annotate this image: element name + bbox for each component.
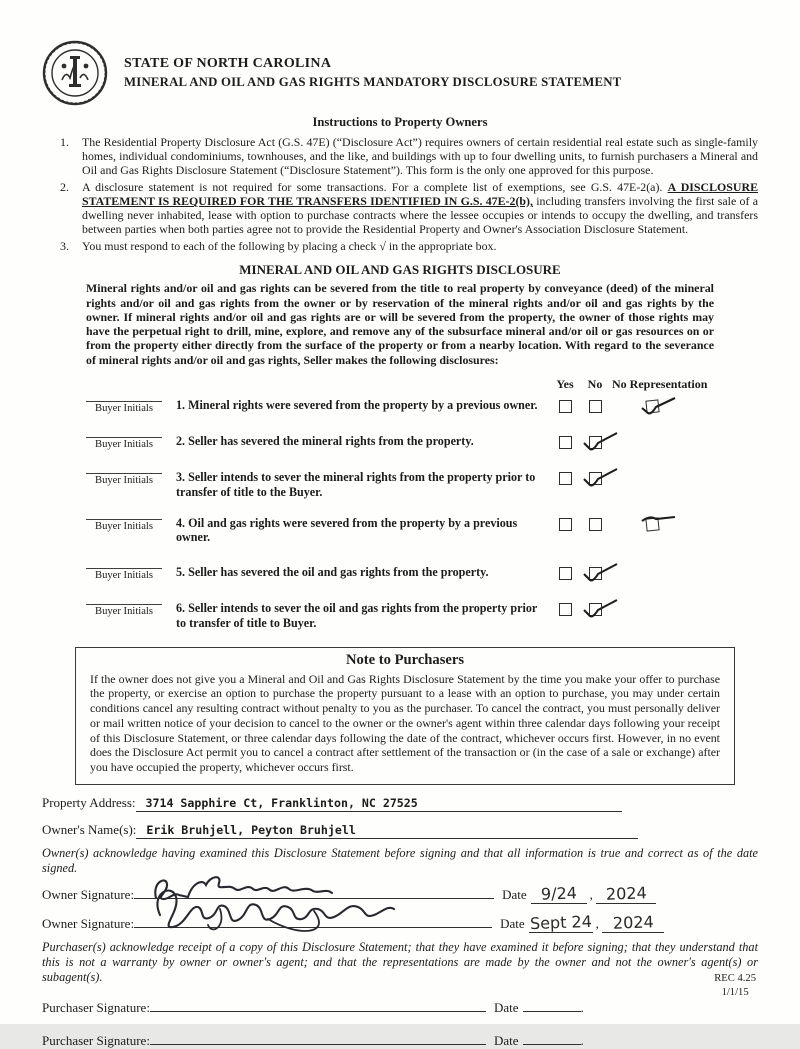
item-number: 1. <box>60 135 69 149</box>
note-to-purchasers-box <box>75 647 735 785</box>
handwritten-year: 2024 <box>612 912 654 933</box>
item-number: 5. <box>176 565 186 580</box>
no-representation-column-header: No Representation <box>612 377 708 392</box>
owner-date-1-monthday[interactable] <box>531 883 587 904</box>
note-body: If the owner does not give you a Mineral and Oil and Gas Rights Disclosure Statement by the time you make your offer to purchase the property, or exercise an option to purchase the property pursuant to a lease with an option to purchase, you may under certain conditions cancel any resulting contract without penalty to you as the purchaser. To cancel the contract, you must personally deliver or mail written notice of your decision to cancel to the owner or the owner's agent within three calendar days following your receipt of this Disclosure Statement, or three calendar days following the date of the contract, whichever occurs first. However, in no event does the Disclosure Act permit you to cancel a contract after settlement of the transaction or (in the case of a sale or exchange) after you have occupied the property, whichever occurs first. <box>90 671 720 775</box>
instruction-item-1 <box>60 135 758 177</box>
buyer-initials-field[interactable]: Buyer Initials <box>86 604 162 617</box>
item-number: 3. <box>176 470 186 485</box>
item-text: Seller intends to sever the oil and gas rights from the property prior to transfer of title to Buyer. <box>176 601 538 630</box>
checkbox-no[interactable] <box>580 518 610 536</box>
form-code: REC 4.25 <box>714 973 756 984</box>
form-footer <box>714 972 756 1001</box>
date-label: Date <box>493 999 519 1015</box>
checkbox[interactable] <box>589 518 602 531</box>
form-title: MINERAL AND OIL AND GAS RIGHTS MANDATORY DISCLOSURE STATEMENT <box>124 75 622 89</box>
owners-name-label: Owner's Name(s): <box>42 821 137 837</box>
instruction-text: You must respond to each of the following by placing a check √ in the appropriate box. <box>82 239 497 254</box>
checkbox-yes[interactable] <box>550 567 580 585</box>
disclosure-row-1 <box>86 398 758 418</box>
buyer-initials-field[interactable]: Buyer Initials <box>86 473 162 486</box>
checkbox-no[interactable] <box>580 472 610 490</box>
no-column-header: No <box>587 377 603 392</box>
disclosure-item-text <box>176 601 544 631</box>
date-label: Date <box>493 1032 519 1048</box>
item-number: 1. <box>176 398 186 413</box>
purchaser-signature-label: Purchaser Signature: <box>42 999 150 1015</box>
property-address-label: Property Address: <box>42 794 136 810</box>
item-text: Seller has severed the oil and gas rights from the property. <box>188 565 489 580</box>
owner-signature-label: Owner Signature: <box>42 887 135 903</box>
item-number: 4. <box>176 515 186 530</box>
instruction-item-2 <box>60 180 758 236</box>
checkbox-no-representation[interactable] <box>610 472 752 490</box>
checkbox-no[interactable] <box>580 436 610 454</box>
purchaser-date-field-1[interactable] <box>523 999 581 1012</box>
owners-name-field[interactable]: Erik Bruhjell, Peyton Bruhjell <box>136 823 638 839</box>
disclosure-item-text <box>176 470 544 500</box>
purchaser-signature-field-1[interactable] <box>150 997 486 1012</box>
checkbox[interactable] <box>559 567 572 580</box>
checkbox[interactable] <box>589 400 602 413</box>
checkbox[interactable] <box>559 436 572 449</box>
disclosure-row-5 <box>86 565 758 585</box>
owner-date-1-year[interactable] <box>596 883 656 904</box>
checkbox[interactable] <box>559 400 572 413</box>
owner-acknowledgment-text: Owner(s) acknowledge having examined this Disclosure Statement before signing and that all information is true and correct as of the date signed. <box>42 845 758 875</box>
checkbox[interactable] <box>559 603 572 616</box>
item-number: 2. <box>60 180 69 195</box>
handwritten-date: 9/24 <box>540 883 577 904</box>
checkbox[interactable] <box>559 472 572 485</box>
disclosure-item-text <box>176 398 544 413</box>
owner-date-2-monthday[interactable] <box>529 912 593 934</box>
instruction-text-post: including transfers involving the first sale of a dwelling never inhabited, lease with option to purchase contracts where the lessee occupies or intends to occupy the dwelling, and transfers between parties when both parties agree not to provide the Residential Property and Owner's Association Disclosure Statement. <box>82 194 758 237</box>
item-text: Seller has severed the mineral rights from the property. <box>188 434 474 449</box>
disclosure-item-text <box>176 434 544 449</box>
period: . <box>580 999 584 1015</box>
checkbox-no[interactable] <box>580 567 610 585</box>
instruction-text-pre: A disclosure statement is not required for some transactions. For a complete list of exemptions, see G.S. 47E-2(a). <box>82 180 668 195</box>
date-label: Date <box>502 887 527 903</box>
disclosure-row-4 <box>86 516 758 546</box>
instruction-text-emphasis: A DISCLOSURE STATEMENT IS REQUIRED FOR THE TRANSFERS IDENTIFIED IN G.S. 47E-2(b), <box>82 180 759 209</box>
yes-column-header: Yes <box>556 377 574 392</box>
purchaser-signature-field-2[interactable] <box>150 1030 486 1045</box>
checkbox-no-representation[interactable] <box>610 518 752 536</box>
instruction-text <box>82 180 758 236</box>
disclosure-row-3 <box>86 470 758 500</box>
period: . <box>580 1032 584 1048</box>
disclosure-item-text <box>176 516 544 546</box>
item-number: 3. <box>60 239 69 254</box>
owner-signature-row-2 <box>42 913 758 933</box>
checkbox-yes[interactable] <box>550 518 580 536</box>
checkbox-yes[interactable] <box>550 603 580 621</box>
purchaser-date-field-2[interactable] <box>523 1032 581 1045</box>
item-text: Oil and gas rights were severed from the property by a previous owner. <box>176 515 518 545</box>
date-label: Date <box>500 916 525 932</box>
buyer-initials-field[interactable]: Buyer Initials <box>86 519 162 532</box>
checkbox-no-representation[interactable] <box>610 603 752 621</box>
purchaser-signature-row-1 <box>42 997 758 1016</box>
buyer-initials-field[interactable]: Buyer Initials <box>86 437 162 450</box>
buyer-initials-field[interactable]: Buyer Initials <box>86 568 162 581</box>
checkbox-no[interactable] <box>580 400 610 418</box>
state-title: STATE OF NORTH CAROLINA <box>124 56 332 71</box>
instructions-heading: Instructions to Property Owners <box>312 115 488 129</box>
disclosure-intro: Mineral rights and/or oil and gas rights can be severed from the title to real property by conveyance (deed) of the mineral rights and/or oil and gas rights from the owner or by reservation of the mineral rights and/or oil and gas rights by the owner. If mineral rights and/or oil and gas rights are or will be severed from the property, the owner of those rights may have the perpetual right to drill, mine, explore, and remove any of the subsurface mineral and/or oil or gas resources on or from the property either directly from the surface of the property or from a nearby location. With regard to the severance of mineral rights and/or oil and gas rights, Seller makes the following disclosures: <box>86 281 714 367</box>
checkbox-column-headers <box>86 377 758 392</box>
checkbox-yes[interactable] <box>550 436 580 454</box>
form-header <box>42 40 758 106</box>
checkbox-yes[interactable] <box>550 400 580 418</box>
checkbox-no-representation[interactable] <box>610 567 752 585</box>
comma: , <box>589 887 593 903</box>
item-number: 6. <box>176 601 186 616</box>
disclosure-item-text <box>176 565 544 580</box>
disclosure-row-6 <box>86 601 758 631</box>
purchaser-signature-label: Purchaser Signature: <box>42 1032 150 1048</box>
note-heading: Note to Purchasers <box>345 651 465 668</box>
property-address-field[interactable]: 3714 Sapphire Ct, Franklinton, NC 27525 <box>136 796 622 812</box>
purchaser-signature-row-2 <box>42 1030 758 1049</box>
item-number: 2. <box>176 434 186 449</box>
property-address-row <box>42 795 758 812</box>
owner-date-2-year[interactable] <box>602 912 664 933</box>
peyton-bruhjell-signature <box>148 883 398 935</box>
nc-state-seal-icon <box>42 40 108 106</box>
checkbox-no[interactable] <box>580 603 610 621</box>
item-text: Mineral rights were severed from the property by a previous owner. <box>188 398 538 413</box>
checkbox[interactable] <box>559 518 572 531</box>
owners-name-row <box>42 822 758 839</box>
handwritten-year: 2024 <box>605 883 647 904</box>
checkbox-no-representation[interactable] <box>610 400 752 418</box>
disclosure-heading: MINERAL AND OIL AND GAS RIGHTS DISCLOSURE <box>239 262 561 278</box>
owner-signature-field-2[interactable] <box>134 913 492 928</box>
handwritten-date: Sept 24 <box>529 912 592 934</box>
checkbox-no-representation[interactable] <box>610 436 752 454</box>
form-revision-date: 1/1/15 <box>721 987 749 999</box>
instruction-item-3 <box>60 239 758 254</box>
disclosure-row-2 <box>86 434 758 454</box>
owner-signature-label: Owner Signature: <box>42 916 135 932</box>
instruction-text: The Residential Property Disclosure Act (G.S. 47E) (“Disclosure Act”) requires owners of certain residential real estate such as single-family homes, individual condominiums, townhouses, and the like, and buildings with up to four dwelling units, to furnish purchasers a Mineral and Oil and Gas Rights Disclosure Statement (“Disclosure Statement”). This form is the only one approved for this purpose. <box>82 135 758 178</box>
purchaser-acknowledgment-text: Purchaser(s) acknowledge receipt of a copy of this Disclosure Statement; that they have examined it before signing; that they understand that this is not a warranty by owner or owner's agent; and that the representations are made by the owner and not the owner's agent(s) or subagent(s). <box>42 940 758 984</box>
comma: , <box>595 916 599 932</box>
item-text: Seller intends to sever the mineral rights from the property prior to transfer of title to the Buyer. <box>176 470 536 499</box>
checkbox-yes[interactable] <box>550 472 580 490</box>
buyer-initials-field[interactable]: Buyer Initials <box>86 401 162 414</box>
